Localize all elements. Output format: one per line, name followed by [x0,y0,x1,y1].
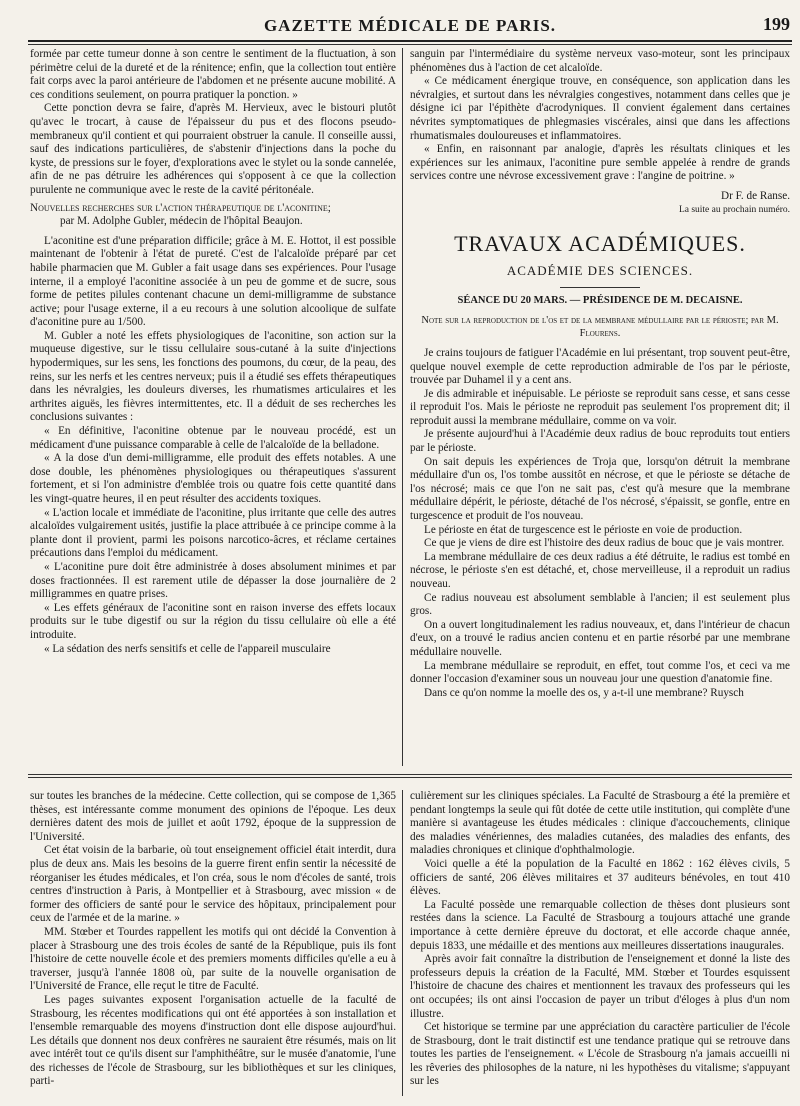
paragraph: sur toutes les branches de la médecine. Cette collection, qui se compose de 1,365 thèses, est intéressante comme monument des opinions de l'époque. Les deux dernières datent des mois de juillet et août 1792, époque de la suppression de l'Université. [30,790,396,843]
paragraph: Cette ponction devra se faire, d'après M. Hervieux, avec le bistouri plutôt qu'avec le trocart, à cause de l'épaisseur du pus et des flocons pseudo-membraneux qu'il contient et qui pourraient obstruer la canule. Il conseille aussi, sauf des indications particulières, de s'abstenir d'injections dans la poche du kyste, de pressions sur le foyer, d'explorations avec le stylet ou la sonde cannelée, afin de ne pas détruire les adhérences qui s'opposent à ce que la collection purulente ne communique avec le reste de la cavité péritonéale. [30,102,396,196]
paragraph: On sait depuis les expériences de Troja que, lorsqu'on détruit la membrane médullaire d'un os, l'os tombe aussitôt en nécrose, et que le périoste se détache de l'os nécrosé; mais ce que l'on ne sait pas, c'est qu'à mesure que la membrane médullaire dépérit, le périoste, détaché de l'os nécrosé, s'épaissit, se gonfle, entre en turgescence et produit de l'os nouveau. [410,455,790,523]
paragraph: sanguin par l'intermédiaire du système nerveux vaso-moteur, sont les principaux phénomènes dus à l'action de cet alcaloïde. [410,48,790,74]
section-title [30,202,396,229]
paragraph: « Les effets généraux de l'aconitine sont en raison inverse des effets locaux produits sur le tube digestif ou sur la région du tissu cellulaire où elle a été introduite. [30,601,396,641]
section-title-main: Nouvelles recherches sur l'action thérapeutique de l'aconitine; [30,201,331,214]
continuation-note: La suite au prochain numéro. [678,204,790,215]
column-divider-bottom [402,790,403,1096]
section-divider [28,774,792,775]
paragraph: « L'aconitine pure doit être administrée à doses absolument minimes et par doses fractionnées. Il est rarement utile de dépasser la dose journalière de 2 milligrammes en quatre prises. [30,560,396,601]
paragraph: Après avoir fait connaître la distribution de l'enseignement et donné la liste des professeurs depuis la création de la Faculté, MM. Stœber et Tourdes esquissent l'histoire de chacune des chaires et mentionnent les travaux des professeurs qui les ont occupées; ils ont ainsi l'occasion de payer un tribut d'éloges à plus d'un nom illustre. [410,953,790,1020]
academy-heading: ACADÉMIE DES SCIENCES. [506,263,694,279]
paragraph: Cet historique se termine par une appréciation du caractère particulier de l'école de Strasbourg, dont le trait distinctif est une tendance pratique qui se retrouve dans toutes les parties de l'enseignement. « L'école de Strasbourg n'a jamais accueilli ni les rêveries des philosophes de la nature, ni les hypothèses du vitalisme; s'appuyant sur les [410,1021,790,1088]
paragraph: La membrane médullaire se reproduit, en effet, tout comme l'os, et ceci va me donner l'occasion d'examiner sous un nouveau jour une question d'anatomie fine. [410,659,790,686]
top-right-column [410,48,790,764]
paragraph: Ce radius nouveau est absolument semblable à l'ancien; il est seulement plus gros. [410,591,790,618]
paragraph: Je dis admirable et inépuisable. Le périoste se reproduit sans cesse, et sans cesse il reproduit l'os. Mais le périoste ne reproduit pas seulement l'os proprement dit; il reproduit aussi la membrane médullaire, comme on va voir. [410,387,790,427]
column-divider [402,48,403,766]
paragraph: « En définitive, l'aconitine obtenue par le nouveau procédé, est un médicament d'une puissance comparable à celle de l'alcaloïde de la belladone. [30,425,396,451]
paragraph: « A la dose d'un demi-milligramme, elle produit des effets notables. A une dose double, les phénomènes physiologiques ou thérapeutiques s'assurent fortement, et si l'on administre d'emblée trois ou quatre fois cette quantité dans les vingt-quatre heures, il en peut résulter des accidents toxiques. [30,452,396,505]
paragraph: « Ce médicament énergique trouve, en conséquence, son application dans les névralgies, et surtout dans les névralgies congestives, notamment dans celles que je désigne ici par l'épithète d'acrodyniques. Il convient également dans certaines névrites symptomatiques de phlegmasies viscérales, ainsi que dans les affections rhumatismales douloureuses et inflammatoires. [410,75,790,142]
page-header [28,14,792,42]
section-heading: TRAVAUX ACADÉMIQUES. [454,231,746,257]
section-divider-2 [28,777,792,778]
paragraph: M. Gubler a noté les effets physiologiques de l'aconitine, son action sur la muqueuse digestive, sur le tissu cellulaire sous-cutané à la suite d'injections hypodermiques, sur les sens, les fonctions des poumons, du cœur, de la peau, des reins, sur les nerfs et les centres nerveux; puis il a étudié ses effets thérapeutiques dans les névralgies, les douleurs diverses, les rhumatismes articulaires et les arthrites aiguës, les fièvres intermittentes, etc. Il a déduit de ses recherches les conclusions suivantes : [30,329,396,424]
paragraph: « L'action locale et immédiate de l'aconitine, plus irritante que celle des autres alcaloïdes vulgairement usités, justifie la place attribuée à ce principe comme à la plante dont il provient, parmi les poisons narcotico-âcres, et réclame certaines précautions dans l'emploi du médicament. [30,506,396,560]
paragraph: L'aconitine est d'une préparation difficile; grâce à M. E. Hottot, il est possible maintenant de l'obtenir à l'état de pureté. C'est de l'alcaloïde préparé par cet habile pharmacien que M. Gubler a fait usage dans ses expériences. Pour l'usage interne, il a employé l'aconitine associée à un peu de gomme et de sucre, sous forme de petites pilules contenant chacune un demi-milligramme de substance active; pour l'usage externe, il a eu recours à une solution alcoolique de sulfate d'aconitine pure au 1/500. [30,234,396,329]
section-title-author: par M. Adolphe Gubler, médecin de l'hôpital Beaujon. [60,215,303,228]
paragraph: La Faculté possède une remarquable collection de thèses dont plusieurs sont restées dans la science. La Faculté de Strasbourg a toujours attaché une grande importance à cette dernière épreuve du doctorat, et elle accorde chaque année, depuis 1833, une médaille et des mentions aux meilleures dissertations inaugurales. [410,898,790,952]
author-signature: Dr F. de Ranse. [720,189,790,202]
journal-title: GAZETTE MÉDICALE DE PARIS. [263,16,557,35]
paragraph: culièrement sur les cliniques spéciales. La Faculté de Strasbourg a été la première et pendant longtemps la seule qui fût dotée de cette utile institution, qui complète d'une manière si avantageuse les études médicales : clinique d'accouchements, clinique des maladies vénériennes, des maladies cutanées, des maladies des enfants, des maladies chroniques et clinique d'ophthalmologie. [410,790,790,857]
paragraph: On a ouvert longitudinalement les radius nouveaux, et, dans l'intérieur de chacun d'eux, on a trouvé le radius ancien contenu et en partie résorbé par une membrane médullaire nouvelle. [410,618,790,658]
paragraph: « Enfin, en raisonnant par analogie, d'après les résultats cliniques et les expériences sur les animaux, l'aconitine pure semble appelée à rendre de grands services contre une névrose excessivement grave : l'angine de poitrine. » [410,143,790,183]
note-title: Note sur la reproduction de l'os et de la membrane médullaire par le périoste; par M. Flourens. [421,314,779,340]
paragraph: Je présente aujourd'hui à l'Académie deux radius de bouc reproduits tout entiers par le périoste. [410,428,790,455]
paragraph: Dans ce qu'on nomme la moelle des os, y a-t-il une membrane? Ruysch [424,686,744,699]
paragraph: « La sédation des nerfs sensitifs et celle de l'appareil musculaire [44,642,331,655]
paragraph: Cet état voisin de la barbarie, où tout enseignement officiel était interdit, dura plus de deux ans. Mais les besoins de la guerre firent enfin sentir la nécessité de réorganiser les études médicales, et l'on créa, sous le nom d'écoles de santé, trois centres d'instruction à Paris, à Montpellier et à Strasbourg, avec mission « de former des officiers de santé pour le service des hôpitaux, principalement pour ceux de l'armée et de la marine. » [30,844,396,925]
paragraph: Je crains toujours de fatiguer l'Académie en lui présentant, trop souvent peut-être, quelque nouvel exemple de cette reproduction admirable de l'os par le périoste, trouvée par Duhamel il y a cent ans. [410,346,790,387]
paragraph: Les pages suivantes exposent l'organisation actuelle de la faculté de Strasbourg, les récentes modifications qui ont été apportées à son installation et l'ensemble remarquable des moyens d'instruction dont elle dispose aujourd'hui. Les détails que donnent nos deux confrères ne sauraient être résumés, mais on lit avec intérêt tout ce qu'ils disent sur l'amphithéâtre, sur le musée d'anatomie, l'une des richesses de l'école de Strasbourg, sur les bibliothèques et sur les cliniques, parti- [30,993,396,1088]
paragraph: Voici quelle a été la population de la Faculté en 1862 : 162 élèves civils, 5 officiers de santé, 206 élèves militaires et 37 auditeurs bénévoles, en tout 410 élèves. [410,857,790,898]
paragraph: La membrane médullaire de ces deux radius a été détruite, le radius est tombé en nécrose, le périoste s'en est détaché, et, chose merveilleuse, il a reproduit un radius nouveau. [410,550,790,590]
session-heading: SÉANCE DU 20 MARS. — PRÉSIDENCE DE M. DECAISNE. [457,295,743,307]
paragraph: Ce que je viens de dire est l'histoire des deux radius de bouc que je vais montrer. [424,537,785,550]
bottom-left-column [30,790,396,1096]
heading-rule [560,287,640,288]
top-left-column [30,48,396,764]
bottom-right-column [410,790,790,1096]
paragraph: formée par cette tumeur donne à son centre le sentiment de la fluctuation, à son périmètre celui de la dureté et de la rénitence; enfin, que la collection tout entière fait corps avec la paroi antérieure de l'abdomen et ne présente aucune mobilité. A ces conditions seulement, on pourra pratiquer la ponction. » [30,48,396,101]
paragraph: MM. Stœber et Tourdes rappellent les motifs qui ont décidé la Convention à placer à Strasbourg une des trois écoles de santé de la République, puis ils font l'histoire de cette nouvelle école et des premiers moments difficiles qu'elle a eu à traverser, jusqu'à l'année 1808 où, par suite de la nouvelle organisation de l'Université de France, elle reçut le titre de Faculté. [30,925,396,993]
page-number: 199 [763,14,790,34]
paragraph: Le périoste en état de turgescence est le périoste en voie de production. [424,523,743,536]
header-rule [28,44,792,45]
